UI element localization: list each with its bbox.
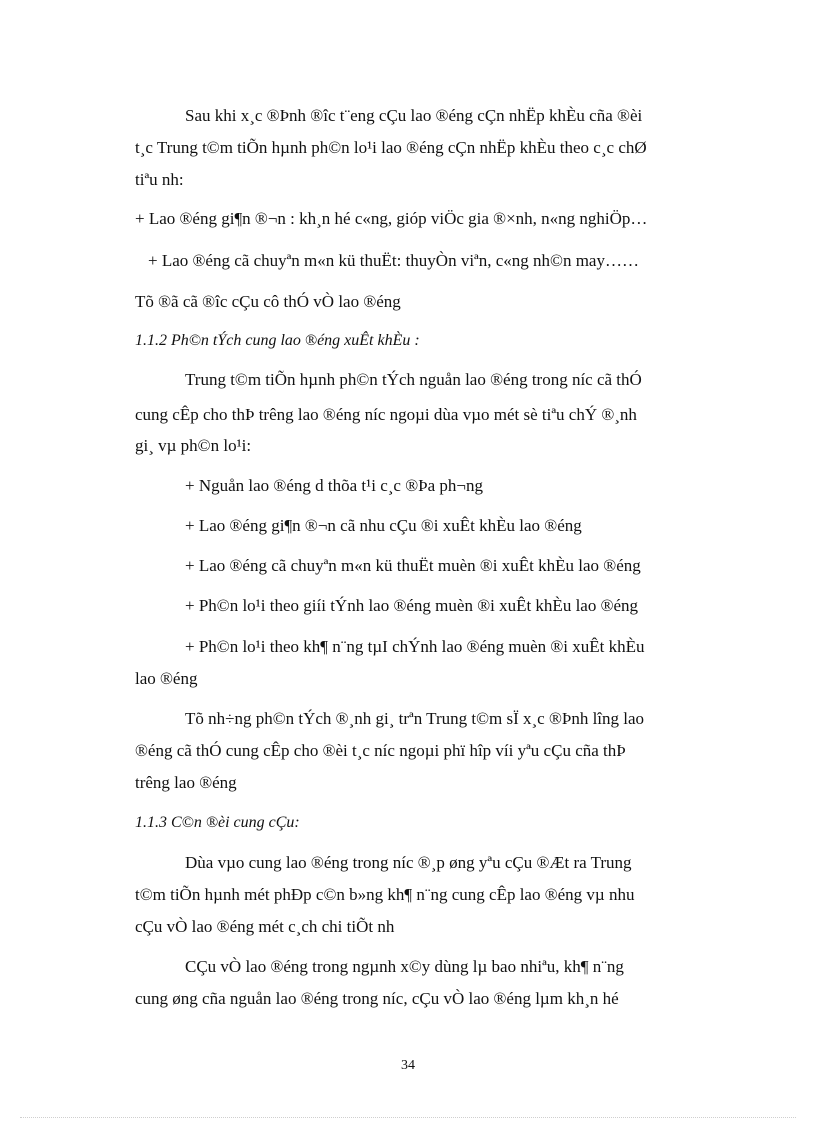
text-line-19: trêng lao ®éng — [135, 773, 237, 792]
page-bottom-divider — [20, 1117, 796, 1118]
text-line-17: Tõ nh÷ng ph©n tÝch ®¸nh gi¸ trªn Trung t©m sÏ x¸c ®Þnh lîng lao — [185, 709, 645, 728]
text-line-23: cÇu vÒ lao ®éng mét c¸ch chi tiÕt nh — [135, 917, 395, 936]
text-line-22: t©m tiÕn hµnh mét phÐp c©n b»ng kh¶ n¨ng cung cÊp lao ®éng vµ nhu — [135, 885, 635, 904]
bullet-line-4: + Ph©n lo¹i theo giíi tÝnh lao ®éng muèn ®i xuÊt khÈu lao ®éng — [185, 596, 639, 615]
bullet-line-2: + Lao ®éng gi¶n ®¬n cã nhu cÇu ®i xuÊt khÈu lao ®éng — [185, 516, 582, 535]
text-line-24: CÇu vÒ lao ®éng trong ngµnh x©y dùng lµ bao nhiªu, kh¶ n¨ng — [185, 957, 624, 976]
text-line-16: lao ®éng — [135, 669, 198, 688]
bullet-line-1: + Nguån lao ®éng d thõa t¹i c¸c ®Þa ph¬ng — [185, 476, 483, 495]
page-number: 34 — [401, 1058, 415, 1073]
text-line-25: cung øng cña nguån lao ®éng trong níc, cÇu vÒ lao ®éng lµm kh¸n hé — [135, 989, 619, 1008]
text-line-4: + Lao ®éng gi¶n ®¬n : kh¸n hé c«ng, gióp viÖc gia ®×nh, n«ng nghiÖp… — [135, 209, 648, 228]
text-line-10: gi¸ vµ ph©n lo¹i: — [135, 436, 252, 455]
text-line-21: Dùa vµo cung lao ®éng trong níc ®¸p øng yªu cÇu ®Æt ra Trung — [185, 853, 632, 872]
text-line-18: ®éng cã thÓ cung cÊp cho ®èi t¸c níc ngoµi phï hîp víi yªu cÇu cña thÞ — [135, 741, 626, 760]
bullet-line-3: + Lao ®éng cã chuyªn m«n kü thuËt muèn ®i xuÊt khÈu lao ®éng — [185, 556, 641, 575]
section-heading-1-1-3: 1.1.3 C©n ®èi cung cÇu: — [135, 814, 300, 831]
text-line-6: Tõ ®ã cã ®îc cÇu cô thÓ vÒ lao ®éng — [135, 292, 401, 311]
text-line-3: tiªu nh: — [135, 170, 184, 189]
text-line-2: t¸c Trung t©m tiÕn hµnh ph©n lo¹i lao ®éng cÇn nhËp khÈu theo c¸c chØ — [135, 138, 647, 157]
text-line-5: + Lao ®éng cã chuyªn m«n kü thuËt: thuyÒn viªn, c«ng nh©n may…… — [148, 251, 639, 270]
text-line-9: cung cÊp cho thÞ trêng lao ®éng níc ngoµi dùa vµo mét sè tiªu chÝ ®¸nh — [135, 405, 637, 424]
bullet-line-5: + Ph©n lo¹i theo kh¶ n¨ng tµI chÝnh lao ®éng muèn ®i xuÊt khÈu — [185, 637, 645, 656]
text-line-1: Sau khi x¸c ®Þnh ®îc t¨eng cÇu lao ®éng cÇn nhËp khÈu cña ®èi — [185, 106, 643, 125]
section-heading-1-1-2: 1.1.2 Ph©n tÝch cung lao ®éng xuÊt khÈu : — [135, 332, 420, 349]
text-line-8: Trung t©m tiÕn hµnh ph©n tÝch nguån lao ®éng trong níc cã thÓ — [185, 370, 642, 389]
